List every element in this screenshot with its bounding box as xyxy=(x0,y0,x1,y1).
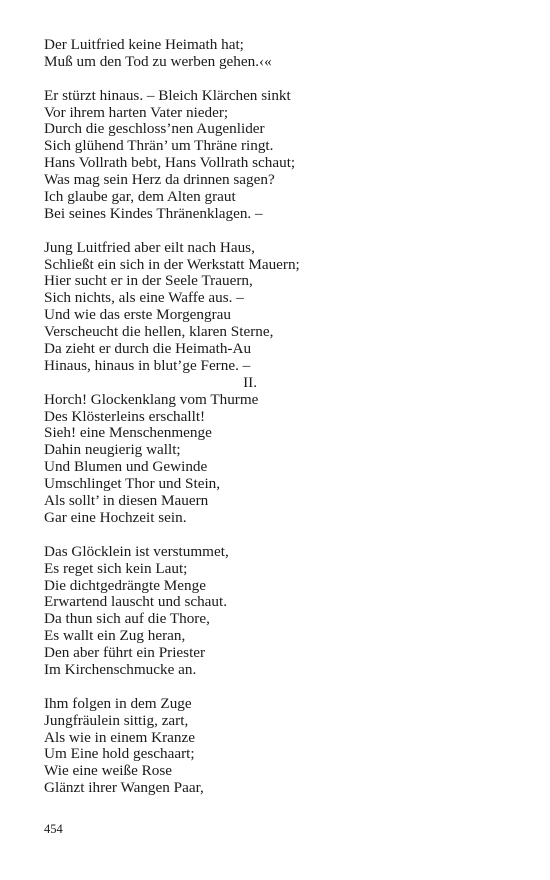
verse-line: Das Glöcklein ist verstummet, xyxy=(44,542,229,560)
verse-line: Und Blumen und Gewinde xyxy=(44,458,208,476)
verse-line: Glänzt ihrer Wangen Paar, xyxy=(44,779,204,797)
stanza xyxy=(44,37,524,71)
verse-line: Jungfräulein sittig, zart, xyxy=(44,711,189,729)
verse-line: Jung Luitfried aber eilt nach Haus, xyxy=(44,238,255,256)
verse-line: Ihm folgen in dem Zuge xyxy=(44,694,192,712)
verse-line: Sieh! eine Menschenmenge xyxy=(44,424,212,442)
verse-line: Sich nichts, als eine Waffe aus. – xyxy=(44,289,244,307)
verse-line: Verscheucht die hellen, klaren Sterne, xyxy=(44,323,274,341)
verse-line: Hinaus, hinaus in blut’ge Ferne. – xyxy=(44,356,251,374)
verse-line: Der Luitfried keine Heimath hat; xyxy=(44,36,244,53)
stanza xyxy=(44,240,524,375)
verse-line: Des Klösterleins erschallt! xyxy=(44,407,206,425)
verse-line: Dahin neugierig wallt; xyxy=(44,441,181,459)
verse-line: Erwartend lauscht und schaut. xyxy=(44,593,228,611)
stanza xyxy=(44,544,524,679)
stanza xyxy=(44,88,524,223)
stanza xyxy=(44,392,524,527)
verse-line: Als sollt’ in diesen Mauern xyxy=(44,492,209,510)
stanzas-after xyxy=(44,392,524,797)
verse-line: Und wie das erste Morgengrau xyxy=(44,306,231,324)
poem-page xyxy=(44,37,524,797)
page-number: 454 xyxy=(44,822,63,836)
verse-line: Hier sucht er in der Seele Trauern, xyxy=(44,272,253,290)
verse-line: Es wallt ein Zug heran, xyxy=(44,627,186,645)
verse-line: Schließt ein sich in der Werkstatt Mauern; xyxy=(44,255,300,273)
verse-line: Die dichtgedrängte Menge xyxy=(44,576,206,594)
verse-line: Den aber führt ein Priester xyxy=(44,644,206,662)
verse-line: Muß um den Tod zu werben gehen.‹« xyxy=(44,52,272,70)
verse-line: Wie eine weiße Rose xyxy=(44,762,173,780)
stanzas-before xyxy=(44,37,524,375)
verse-line: Da thun sich auf die Thore, xyxy=(44,610,210,628)
verse-line: Gar eine Hochzeit sein. xyxy=(44,508,187,526)
verse-line: Als wie in einem Kranze xyxy=(44,728,195,746)
verse-line: Sich glühend Thrän’ um Thräne ringt. xyxy=(44,137,274,155)
verse-line: Im Kirchenschmucke an. xyxy=(44,660,197,678)
section-heading: II. xyxy=(243,373,257,391)
verse-line: Da zieht er durch die Heimath-Au xyxy=(44,340,252,358)
verse-line: Es reget sich kein Laut; xyxy=(44,559,188,577)
verse-line: Was mag sein Herz da drinnen sagen? xyxy=(44,171,275,189)
verse-line: Um Eine hold geschaart; xyxy=(44,745,195,763)
verse-line: Bei seines Kindes Thränenklagen. – xyxy=(44,204,263,222)
verse-line: Er stürzt hinaus. – Bleich Klärchen sinkt xyxy=(44,86,291,104)
verse-line: Hans Vollrath bebt, Hans Vollrath schaut; xyxy=(44,154,296,172)
verse-line: Umschlinget Thor und Stein, xyxy=(44,475,221,493)
verse-line: Vor ihrem harten Vater nieder; xyxy=(44,103,229,121)
verse-line: Ich glaube gar, dem Alten graut xyxy=(44,188,236,206)
verse-line: Horch! Glockenklang vom Thurme xyxy=(44,390,259,408)
stanza xyxy=(44,696,524,797)
verse-line: Durch die geschloss’nen Augenlider xyxy=(44,120,265,138)
